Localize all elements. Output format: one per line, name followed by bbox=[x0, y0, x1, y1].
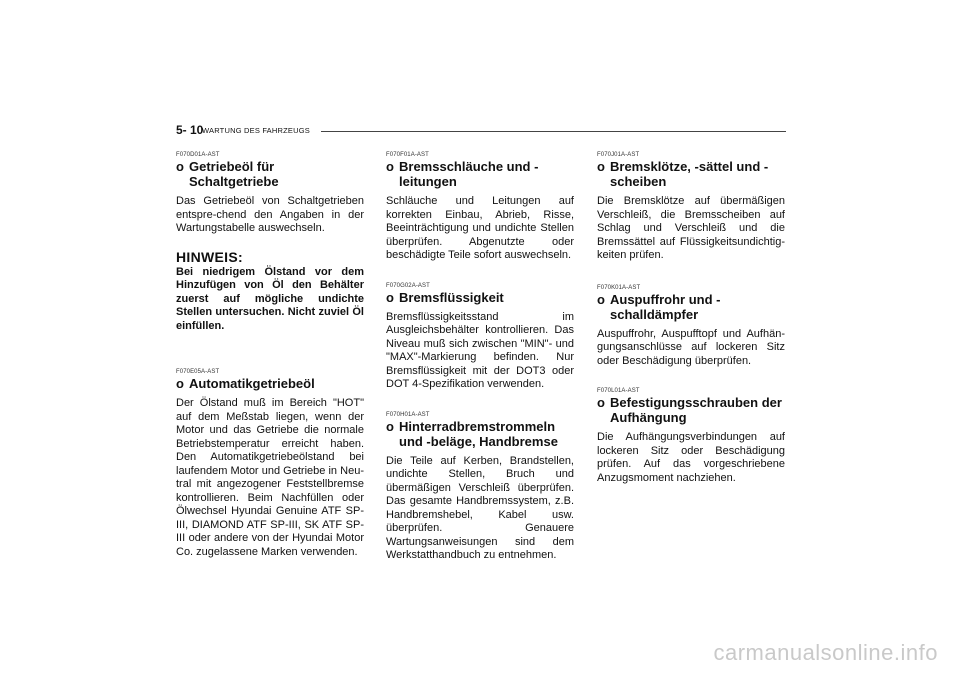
section-code: F070G02A-AST bbox=[386, 282, 430, 289]
section-code: F070D01A-AST bbox=[176, 152, 220, 158]
section-body: Bremsflüssigkeitsstand im Ausgleichsbehälter kontrollieren. Das Niveau muß sich zwischen "MIN"- und "MAX"-Markierung befinden. Nur Bremsflüssigkeit mit der DOT3 oder DOT 4-Spezifikation verwenden. bbox=[386, 310, 574, 390]
chapter-title: WARTUNG DES FAHRZEUGS bbox=[202, 126, 310, 135]
bullet: o bbox=[176, 376, 184, 391]
section-title-text: Automatikgetriebeöl bbox=[189, 376, 315, 391]
section-body: Schläuche und Leitungen auf korrekten Einbau, Abrieb, Risse, Beeinträchtigung und undichte Stellen überprüfen. Abgenutzte oder beschädigte Teile sofort auswechseln. bbox=[386, 195, 574, 261]
section-code: F070K01A-AST bbox=[597, 284, 641, 291]
site-watermark: carmanualsonline.info bbox=[713, 640, 938, 665]
bullet: o bbox=[386, 418, 394, 434]
section-code: F070F01A-AST bbox=[386, 152, 429, 158]
section-title bbox=[597, 159, 785, 189]
section-code: F070E05A-AST bbox=[176, 369, 220, 375]
section-title-text: Befestigungsschrauben der Aufhängung bbox=[610, 395, 782, 425]
section-title-text: Hinterradbremstrommeln und -beläge, Handbremse bbox=[399, 418, 558, 449]
header-rule bbox=[321, 131, 786, 132]
section-title bbox=[386, 419, 574, 449]
section-body: Das Getriebeöl von Schaltgetrieben entspre-chend den Angaben in der Wartungstabelle auswechseln. bbox=[176, 195, 364, 234]
section-title-text: Bremsklötze, -sättel und - scheiben bbox=[610, 159, 769, 189]
bullet: o bbox=[597, 291, 605, 307]
section-body: Die Bremsklötze auf übermäßigen Verschleiß, die Bremsscheiben auf Schlag und Verschleiß und die Bremssättel auf Flüssigkeitsundichtig-keiten prüfen. bbox=[597, 195, 785, 261]
section-title-text: Auspuffrohr und - schalldämpfer bbox=[610, 291, 721, 322]
bullet: o bbox=[386, 289, 394, 305]
section-title-text: Bremsschläuche und - leitungen bbox=[399, 159, 539, 189]
column-3 bbox=[597, 152, 785, 485]
section-body: Die Aufhängungsverbindungen auf lockeren Sitz oder Beschädigung prüfen. Auf das vorgeschriebene Anzugsmoment nachziehen. bbox=[597, 431, 785, 484]
page-number: 5- 10 bbox=[176, 123, 204, 137]
section-title bbox=[176, 376, 364, 391]
section-body: Die Teile auf Kerben, Brandstellen, undichte Stellen, Bruch und übermäßigen Verschleiß überprüfen. Das gesamte Handbremssystem, z.B. Handbremshebel, Kabel usw. überprüfen. Genauere Wartungsanweisungen sind dem Werkstatthandbuch zu entnehmen. bbox=[386, 454, 574, 561]
section-title-text: Bremsflüssigkeit bbox=[399, 289, 504, 305]
section-title bbox=[176, 159, 364, 189]
section-code: F070H01A-AST bbox=[386, 411, 430, 418]
section-body: Auspuffrohr, Auspufftopf und Aufhän-gungsanschlüsse auf lockeren Sitz oder Beschädigung überprüfen. bbox=[597, 327, 785, 367]
section-title bbox=[597, 292, 785, 322]
note-title: HINWEIS: bbox=[176, 248, 243, 265]
page-header bbox=[176, 123, 786, 139]
section-title bbox=[386, 159, 574, 189]
section-title-text: Getriebeöl für Schaltgetriebe bbox=[189, 159, 279, 189]
column-2 bbox=[386, 152, 574, 563]
bullet: o bbox=[597, 395, 605, 410]
bullet: o bbox=[176, 159, 184, 174]
bullet: o bbox=[597, 159, 605, 174]
section-code: F070L01A-AST bbox=[597, 388, 640, 394]
section-body: Der Ölstand muß im Bereich "HOT" auf dem Meßstab liegen, wenn der Motor und das Getriebe die normale Betriebstemperatur erreicht haben. Den Automatikgetriebeölstand bei laufendem Motor und Getriebe in Neu-tral mit angezogener Feststellbremse kontrollieren. Beim Nachfüllen oder Ölwechsel Hyundai Genuine ATF SP-III, DIAMOND ATF SP-III, SK ATF SP-III oder andere von der Hyundai Motor Co. zugelassene Marken verwenden. bbox=[176, 397, 364, 558]
section-title bbox=[597, 395, 785, 425]
note-body: Bei niedrigem Ölstand vor dem Hinzufügen von Öl den Behälter zuerst auf mögliche undichte Stellen untersuchen. Nicht zuviel Öl einfüllen. bbox=[176, 265, 364, 332]
column-1 bbox=[176, 152, 364, 559]
section-title bbox=[386, 290, 574, 305]
bullet: o bbox=[386, 159, 394, 174]
section-code: F070J01A-AST bbox=[597, 152, 640, 158]
